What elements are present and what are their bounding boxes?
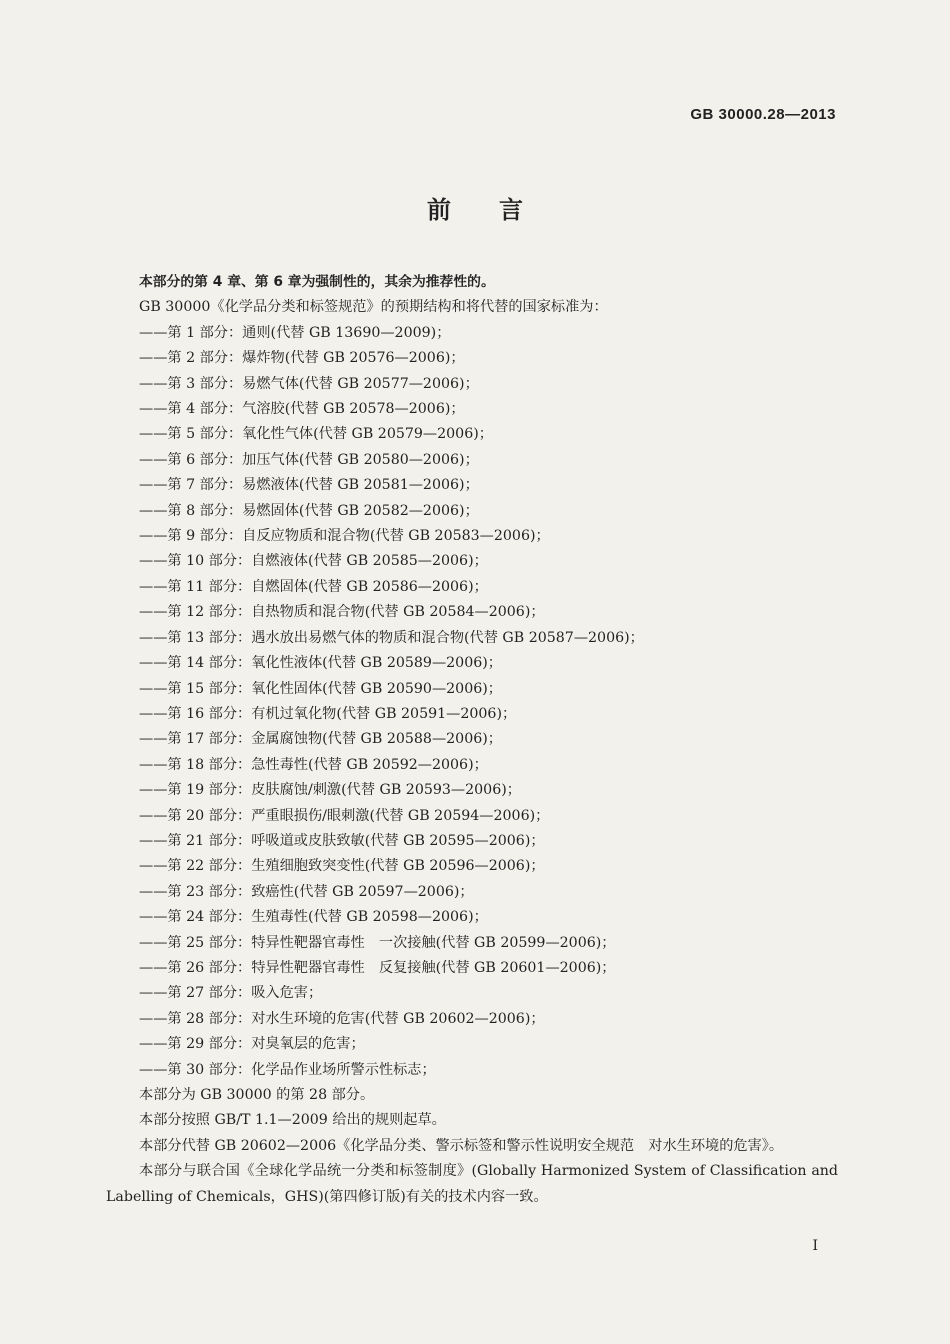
part-list-item: ——第 30 部分：化学品作业场所警示性标志；: [139, 1061, 436, 1078]
foreword-body: [106, 270, 838, 1210]
parts-list: [106, 321, 838, 1083]
part-list-item: ——第 14 部分：氧化性液体(代替 GB 20589—2006)；: [139, 655, 502, 672]
page-number: I: [812, 1238, 818, 1254]
part-list-item: ——第 8 部分：易燃固体(代替 GB 20582—2006)；: [139, 502, 479, 519]
part-list-item: ——第 22 部分：生殖细胞致突变性(代替 GB 20596—2006)；: [139, 858, 545, 875]
part-list-item: ——第 17 部分：金属腐蚀物(代替 GB 20588—2006)；: [139, 731, 502, 748]
replaces-statement: 本部分代替 GB 20602—2006《化学品分类、警示标签和警示性说明安全规范 对水生环境的危害》。: [139, 1137, 784, 1154]
part-list-item: ——第 19 部分：皮肤腐蚀/刺激(代替 GB 20593—2006)；: [139, 782, 521, 799]
part-list-item: ——第 23 部分：致癌性(代替 GB 20597—2006)；: [139, 883, 474, 900]
part-list-item: ——第 11 部分：自燃固体(代替 GB 20586—2006)；: [139, 578, 488, 595]
ghs-statement: 本部分与联合国《全球化学品统一分类和标签制度》(Globally Harmonized System of Classification and Labelling of Chemicals，GHS)(第四修订版)有关的技术内容一致。: [106, 1163, 838, 1205]
part-list-item: ——第 3 部分：易燃气体(代替 GB 20577—2006)；: [139, 375, 479, 392]
structure-intro: GB 30000《化学品分类和标签规范》的预期结构和将代替的国家标准为：: [139, 299, 608, 316]
part-list-item: ——第 2 部分：爆炸物(代替 GB 20576—2006)；: [139, 350, 465, 367]
part-of-statement: 本部分为 GB 30000 的第 28 部分。: [139, 1087, 375, 1103]
part-list-item: ——第 9 部分：自反应物质和混合物(代替 GB 20583—2006)；: [139, 528, 550, 545]
part-list-item: ——第 28 部分：对水生环境的危害(代替 GB 20602—2006)；: [139, 1010, 545, 1027]
part-list-item: ——第 6 部分：加压气体(代替 GB 20580—2006)；: [139, 451, 479, 468]
part-list-item: ——第 25 部分：特异性靶器官毒性 一次接触(代替 GB 20599—2006)；: [139, 934, 616, 951]
mandatory-statement: 本部分的第 4 章、第 6 章为强制性的，其余为推荐性的。: [139, 274, 495, 290]
drafting-statement: 本部分按照 GB/T 1.1—2009 给出的规则起草。: [139, 1112, 446, 1129]
part-list-item: ——第 20 部分：严重眼损伤/眼刺激(代替 GB 20594—2006)；: [139, 807, 550, 824]
part-list-item: ——第 15 部分：氧化性固体(代替 GB 20590—2006)；: [139, 680, 502, 697]
part-list-item: ——第 26 部分：特异性靶器官毒性 反复接触(代替 GB 20601—2006)；: [139, 959, 616, 976]
part-list-item: ——第 10 部分：自燃液体(代替 GB 20585—2006)；: [139, 553, 488, 570]
page-title: 前言: [427, 196, 571, 224]
part-list-item: ——第 13 部分：遇水放出易燃气体的物质和混合物(代替 GB 20587—2006)；: [139, 629, 644, 646]
part-list-item: ——第 12 部分：自热物质和混合物(代替 GB 20584—2006)；: [139, 604, 545, 621]
part-list-item: ——第 18 部分：急性毒性(代替 GB 20592—2006)；: [139, 756, 488, 773]
part-list-item: ——第 7 部分：易燃液体(代替 GB 20581—2006)；: [139, 477, 479, 494]
part-list-item: ——第 16 部分：有机过氧化物(代替 GB 20591—2006)；: [139, 705, 517, 722]
part-list-item: ——第 27 部分：吸入危害；: [139, 985, 323, 1002]
part-list-item: ——第 5 部分：氧化性气体(代替 GB 20579—2006)；: [139, 426, 493, 443]
part-list-item: ——第 24 部分：生殖毒性(代替 GB 20598—2006)；: [139, 909, 488, 926]
part-list-item: ——第 1 部分：通则(代替 GB 13690—2009)；: [139, 324, 451, 341]
part-list-item: ——第 29 部分：对臭氧层的危害；: [139, 1036, 365, 1053]
part-list-item: ——第 4 部分：气溶胶(代替 GB 20578—2006)；: [139, 401, 465, 418]
part-list-item: ——第 21 部分：呼吸道或皮肤致敏(代替 GB 20595—2006)；: [139, 832, 545, 849]
standard-number: GB 30000.28—2013: [690, 106, 836, 123]
